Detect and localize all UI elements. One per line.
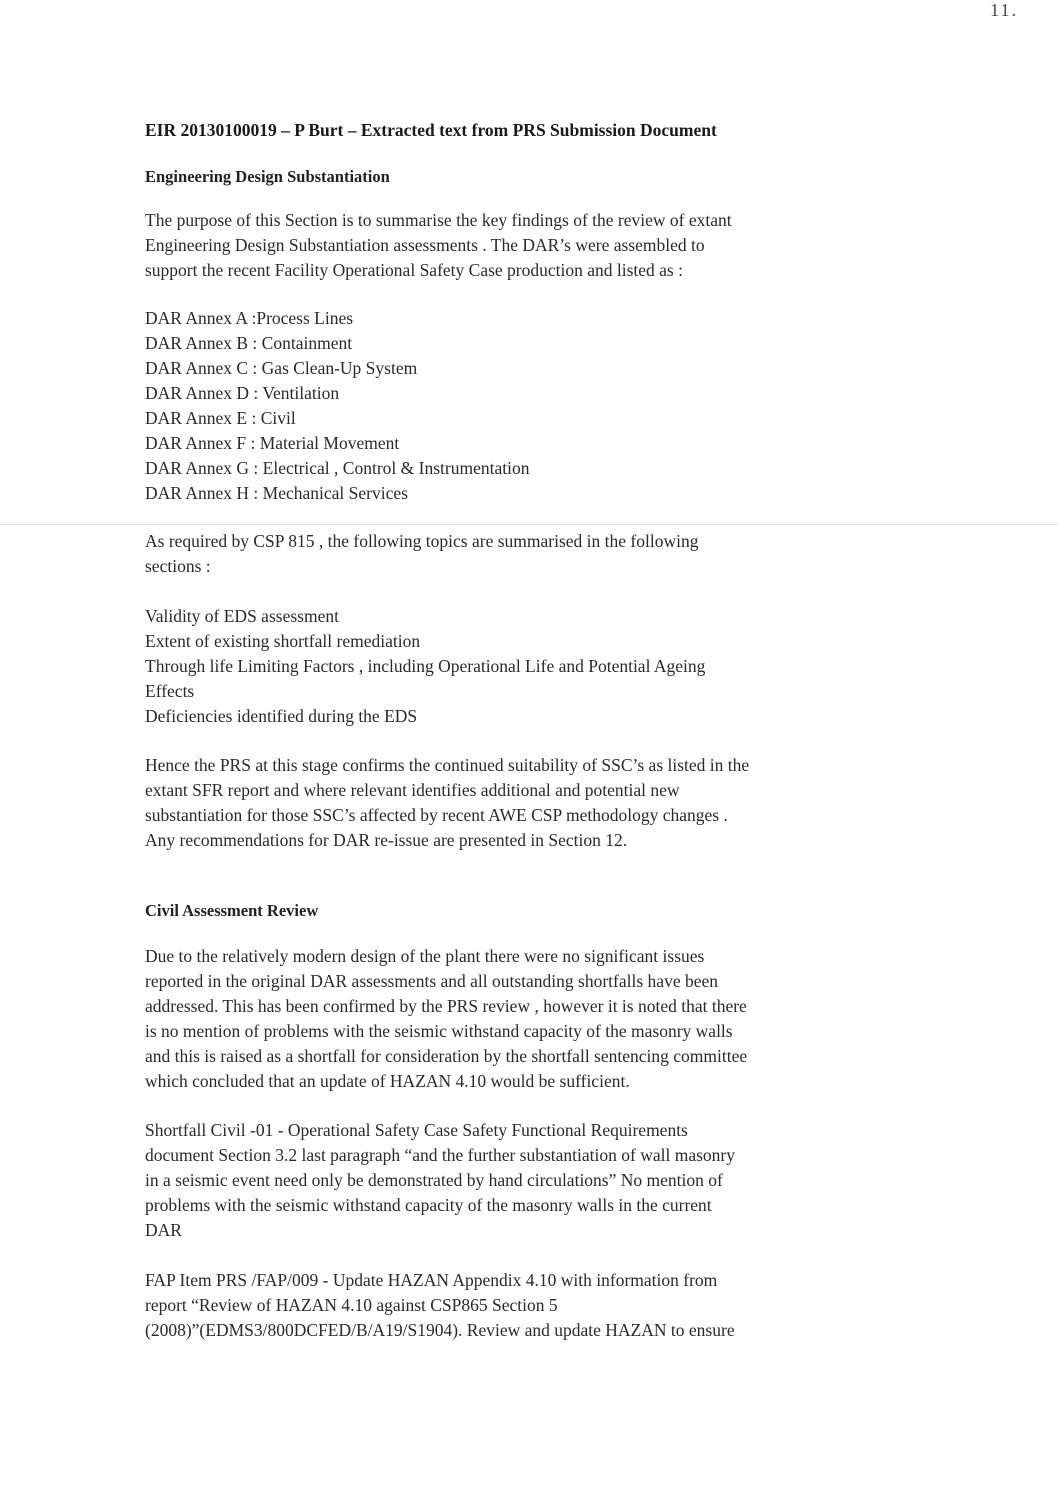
csp-intro-paragraph: As required by CSP 815 , the following topics are summarised in the following sections : bbox=[145, 531, 699, 576]
list-item: DAR Annex G : Electrical , Control & Instrumentation bbox=[145, 458, 530, 478]
list-item: DAR Annex C : Gas Clean-Up System bbox=[145, 358, 418, 378]
civil-paragraph-1: Due to the relatively modern design of the plant there were no significant issues reported in the original DAR assessments and all outstanding shortfalls have been addressed. This has been confirmed by the PRS review , however it is noted that there is no mention of problems with the seismic withstand capacity of the masonry walls and this is raised as a shortfall for consideration by the shortfall sentencing committee which concluded that an update of HAZAN 4.10 would be sufficient. bbox=[145, 946, 748, 1091]
dar-annex-list bbox=[145, 306, 905, 506]
list-item: DAR Annex F : Material Movement bbox=[145, 433, 400, 453]
document-body bbox=[145, 118, 905, 1343]
civil-heading: Civil Assessment Review bbox=[145, 901, 319, 920]
eds-heading: Engineering Design Substantiation bbox=[145, 167, 390, 186]
list-item: Deficiencies identified during the EDS bbox=[145, 706, 418, 726]
list-item: DAR Annex E : Civil bbox=[145, 408, 296, 428]
topics-list bbox=[145, 604, 905, 729]
page-number: 11. bbox=[990, 0, 1018, 20]
list-item: DAR Annex H : Mechanical Services bbox=[145, 483, 408, 503]
list-item: DAR Annex D : Ventilation bbox=[145, 383, 340, 403]
eds-intro-paragraph: The purpose of this Section is to summarise the key findings of the review of extant Engineering Design Substantiation assessments . The DAR’s were assembled to support the recent Facility Operational Safety Case production and listed as : bbox=[145, 210, 732, 280]
civil-shortfall-paragraph: Shortfall Civil -01 - Operational Safety Case Safety Functional Requirements document Section 3.2 last paragraph “and the further substantiation of wall masonry in a seismic event need only be demonstrated by hand circulations” No mention of problems with the seismic withstand capacity of the masonry walls in the current DAR bbox=[145, 1120, 735, 1240]
document-title: EIR 20130100019 – P Burt – Extracted text from PRS Submission Document bbox=[145, 120, 717, 140]
fap-item-paragraph: FAP Item PRS /FAP/009 - Update HAZAN Appendix 4.10 with information from report “Review of HAZAN 4.10 against CSP865 Section 5 (2008)”(EDMS3/800DCFED/B/A19/S1904). Review and update HAZAN to ensure bbox=[145, 1270, 735, 1340]
list-item: Validity of EDS assessment bbox=[145, 606, 339, 626]
list-item: DAR Annex B : Containment bbox=[145, 333, 353, 353]
list-item: Through life Limiting Factors , including Operational Life and Potential Ageing Effects bbox=[145, 656, 706, 701]
list-item: DAR Annex A :Process Lines bbox=[145, 308, 354, 328]
list-item: Extent of existing shortfall remediation bbox=[145, 631, 421, 651]
eds-conclusion-paragraph: Hence the PRS at this stage confirms the continued suitability of SSC’s as listed in the extant SFR report and where relevant identifies additional and potential new substantiation for those SSC’s affected by recent AWE CSP methodology changes . Any recommendations for DAR re-issue are presented in Section 12. bbox=[145, 755, 750, 850]
